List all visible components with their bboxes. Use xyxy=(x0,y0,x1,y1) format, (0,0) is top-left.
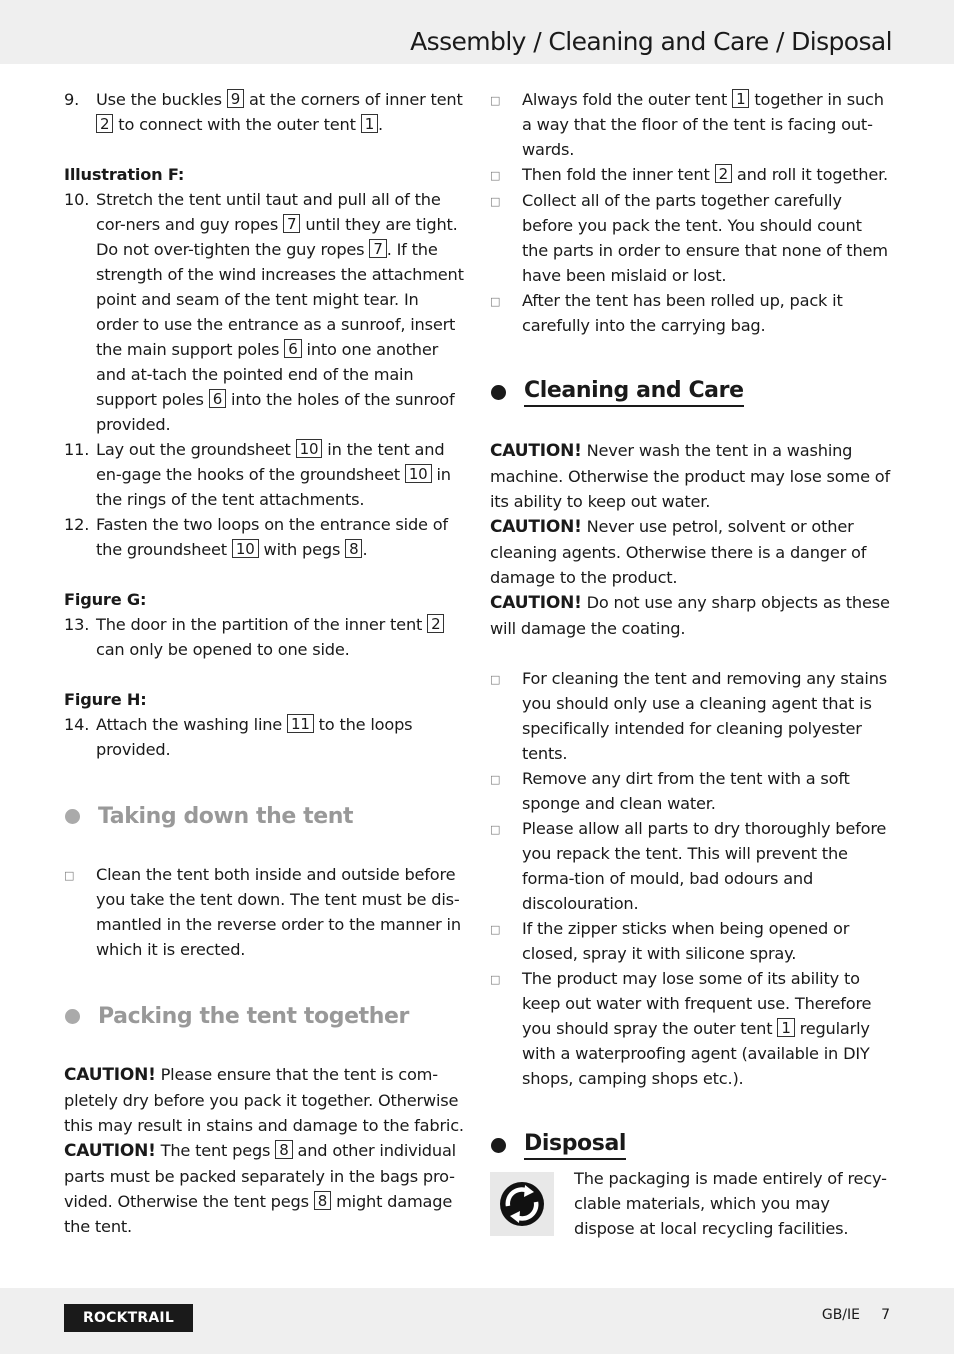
part-ref: 1 xyxy=(361,114,378,133)
caution-paragraph: CAUTION! Never wash the tent in a washing machine. Otherwise the product may lose some of its ability to keep out water. xyxy=(490,441,890,511)
checkbox-bullet-icon: □ xyxy=(490,169,501,182)
section-packing xyxy=(64,1000,464,1032)
figure-h-heading: Figure H: xyxy=(64,690,147,709)
caution-paragraph: CAUTION! Please ensure that the tent is com-pletely dry before you pack it together. Otherwise this may result in stains and damage to the fabric. xyxy=(64,1065,464,1135)
section-taking-down xyxy=(64,800,464,832)
section-cleaning xyxy=(490,376,890,408)
section-title: Disposal xyxy=(524,1130,626,1160)
part-ref: 1 xyxy=(732,89,749,108)
right-column xyxy=(490,87,890,1241)
section-bullet-icon xyxy=(491,1138,506,1153)
page-footer xyxy=(0,1288,954,1354)
section-bullet-icon xyxy=(65,809,80,824)
caution-paragraph: CAUTION! Never use petrol, solvent or other cleaning agents. Otherwise there is a danger of damage to the product. xyxy=(490,517,867,587)
checkbox-bullet-icon: □ xyxy=(490,773,501,786)
illustration-f-heading: Illustration F: xyxy=(64,165,185,184)
list-item: □ Then fold the inner tent 2 and roll it together. xyxy=(490,162,890,188)
part-ref: 8 xyxy=(275,1140,292,1159)
list-item: □ After the tent has been rolled up, pack it carefully into the carrying bag. xyxy=(490,288,890,338)
left-column xyxy=(64,87,464,1239)
checkbox-bullet-icon: □ xyxy=(490,823,501,836)
list-item: □ Clean the tent both inside and outside before you take the tent down. The tent must be dis-mantled in the reverse order to the manner in which it is erected. xyxy=(64,862,464,962)
list-item: □ Always fold the outer tent 1 together in such a way that the floor of the tent is facing out-wards. xyxy=(490,87,890,162)
section-bullet-icon xyxy=(491,385,506,400)
step-14: 14. Attach the washing line 11 to the loops provided. xyxy=(64,715,413,759)
list-item: □ The product may lose some of its ability to keep out water with frequent use. Therefore you should spray the outer tent 1 regularly with a waterproofing agent (available in DIY shops, camping shops etc.). xyxy=(490,966,890,1091)
part-ref: 10 xyxy=(232,539,259,558)
step-9: 9. Use the buckles 9 at the corners of inner tent 2 to connect with the outer tent 1 . xyxy=(64,90,463,134)
caution-paragraph: CAUTION! Do not use any sharp objects as these will damage the coating. xyxy=(490,593,890,638)
part-ref: 6 xyxy=(209,389,226,408)
disposal-block: The packaging is made entirely of recy-clable materials, which you may dispose at local recycling facilities. xyxy=(490,1166,890,1241)
part-ref: 10 xyxy=(296,439,323,458)
caution-paragraph: CAUTION! The tent pegs 8 and other individual parts must be packed separately in the bags pro-vided. Otherwise the tent pegs 8 might damage the tent. xyxy=(64,1141,456,1236)
region-label: GB/IE xyxy=(821,1307,860,1323)
section-disposal xyxy=(490,1129,890,1161)
part-ref: 1 xyxy=(777,1018,794,1037)
list-item: □ Collect all of the parts together carefully before you pack the tent. You should count the parts in order to ensure that none of them have been mislaid or lost. xyxy=(490,188,890,288)
part-ref: 9 xyxy=(227,89,244,108)
checkbox-bullet-icon: □ xyxy=(490,973,501,986)
part-ref: 2 xyxy=(427,614,444,633)
section-title: Packing the tent together xyxy=(98,1003,409,1029)
page-title: Assembly / Cleaning and Care / Disposal xyxy=(410,27,892,56)
part-ref: 6 xyxy=(284,339,301,358)
part-ref: 7 xyxy=(369,239,386,258)
part-ref: 7 xyxy=(283,214,300,233)
step-12: 12. Fasten the two loops on the entrance side of the groundsheet 10 with pegs 8 . xyxy=(64,515,448,559)
checkbox-bullet-icon: □ xyxy=(490,94,501,107)
brand-logo: ROCKTRAIL xyxy=(64,1304,193,1332)
section-title: Taking down the tent xyxy=(98,803,354,829)
checkbox-bullet-icon: □ xyxy=(64,869,75,882)
step-10: 10. Stretch the tent until taut and pull all of the cor-ners and guy ropes 7 until they are tight. Do not over-tighten the guy ropes 7 . If the strength of the wind increases the attachment point and seam of the tent might tear. In order to use the entrance as a sunroof, insert the main support poles 6 into one another and at-tach the pointed end of the main support poles 6 into the holes of the sunroof provided. xyxy=(64,190,464,434)
section-title: Cleaning and Care xyxy=(524,377,744,407)
page-number: 7 xyxy=(881,1307,890,1323)
step-13: 13. The door in the partition of the inner tent 2 can only be opened to one side. xyxy=(64,612,464,662)
section-bullet-icon xyxy=(65,1009,80,1024)
checkbox-bullet-icon: □ xyxy=(490,673,501,686)
part-ref: 8 xyxy=(314,1191,331,1210)
figure-g-heading: Figure G: xyxy=(64,590,147,609)
list-item: □ For cleaning the tent and removing any stains you should only use a cleaning agent that is specifically intended for cleaning polyester tents. xyxy=(490,666,890,766)
part-ref: 8 xyxy=(345,539,362,558)
list-item: □ Remove any dirt from the tent with a soft sponge and clean water. xyxy=(490,766,890,816)
part-ref: 10 xyxy=(405,464,432,483)
checkbox-bullet-icon: □ xyxy=(490,295,501,308)
list-item: □ Please allow all parts to dry thoroughly before you repack the tent. This will prevent the forma-tion of mould, bad odours and discolouration. xyxy=(490,816,890,916)
part-ref: 2 xyxy=(715,164,732,183)
page-header xyxy=(0,0,954,64)
checkbox-bullet-icon: □ xyxy=(490,195,501,208)
recycle-icon xyxy=(490,1172,554,1236)
part-ref: 11 xyxy=(287,714,314,733)
checkbox-bullet-icon: □ xyxy=(490,923,501,936)
part-ref: 2 xyxy=(96,114,113,133)
step-11: 11. Lay out the groundsheet 10 in the tent and en-gage the hooks of the groundsheet 10 in the rings of the tent attachments. xyxy=(64,440,451,509)
list-item: □ If the zipper sticks when being opened or closed, spray it with silicone spray. xyxy=(490,916,890,966)
